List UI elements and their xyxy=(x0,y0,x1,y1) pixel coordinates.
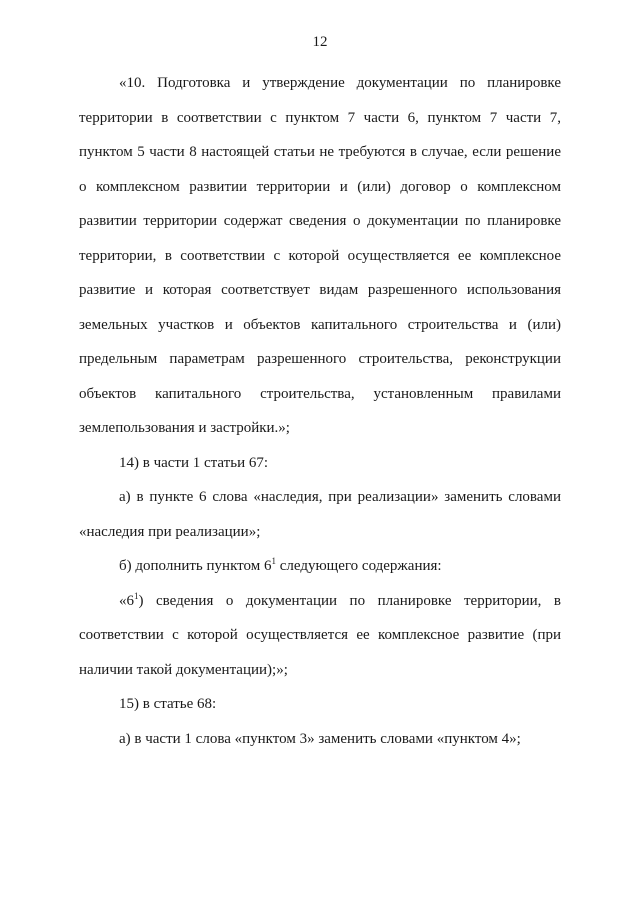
superscript: 1 xyxy=(271,556,276,566)
paragraph-text: следующего содержания: xyxy=(275,558,442,574)
paragraph-text: ) сведения о документации по планировке территории, в соответствии с которой осуществляется ее комплексное развитие (при наличии такой документации);»; xyxy=(79,592,561,678)
paragraph-subpoint-a-68: а) в части 1 слова «пунктом 3» заменить словами «пунктом 4»; xyxy=(119,730,521,747)
paragraph-text: «6 xyxy=(119,592,134,609)
page-number: 12 xyxy=(312,34,328,50)
paragraph-text: б) дополнить пунктом 6 xyxy=(119,558,272,574)
paragraph-item-10: «10. Подготовка и утверждение документации по планировке территории в соответствии с пунктом 7 части 6, пунктом 7 части 7, пунктом 5 части 8 настоящей статьи не требуются в случае, если решение о комплексном развитии территории и (или) договор о комплексном развитии территории содержат сведения о документации по планировке территории, в соответствии с которой осуществляется ее комплексное развитие и которая соответствует видам разрешенного использования земельных участков и объектов капитального строительства и (или) предельным параметрам разрешенного строительства, реконструкции объектов капитального строительства, установленным правилами землепользования и застройки.»; xyxy=(79,75,561,436)
paragraph-subpoint-a-67: а) в пункте 6 слова «наследия, при реализации» заменить словами «наследия при реализации»; xyxy=(79,489,561,540)
paragraph-subpoint-b-67 xyxy=(79,549,561,584)
document-body xyxy=(79,66,561,756)
superscript: 1 xyxy=(134,590,139,601)
paragraph-point-14: 14) в части 1 статьи 67: xyxy=(119,454,269,471)
paragraph-new-item-6-1 xyxy=(79,584,561,688)
paragraph-point-15: 15) в статье 68: xyxy=(119,696,217,712)
